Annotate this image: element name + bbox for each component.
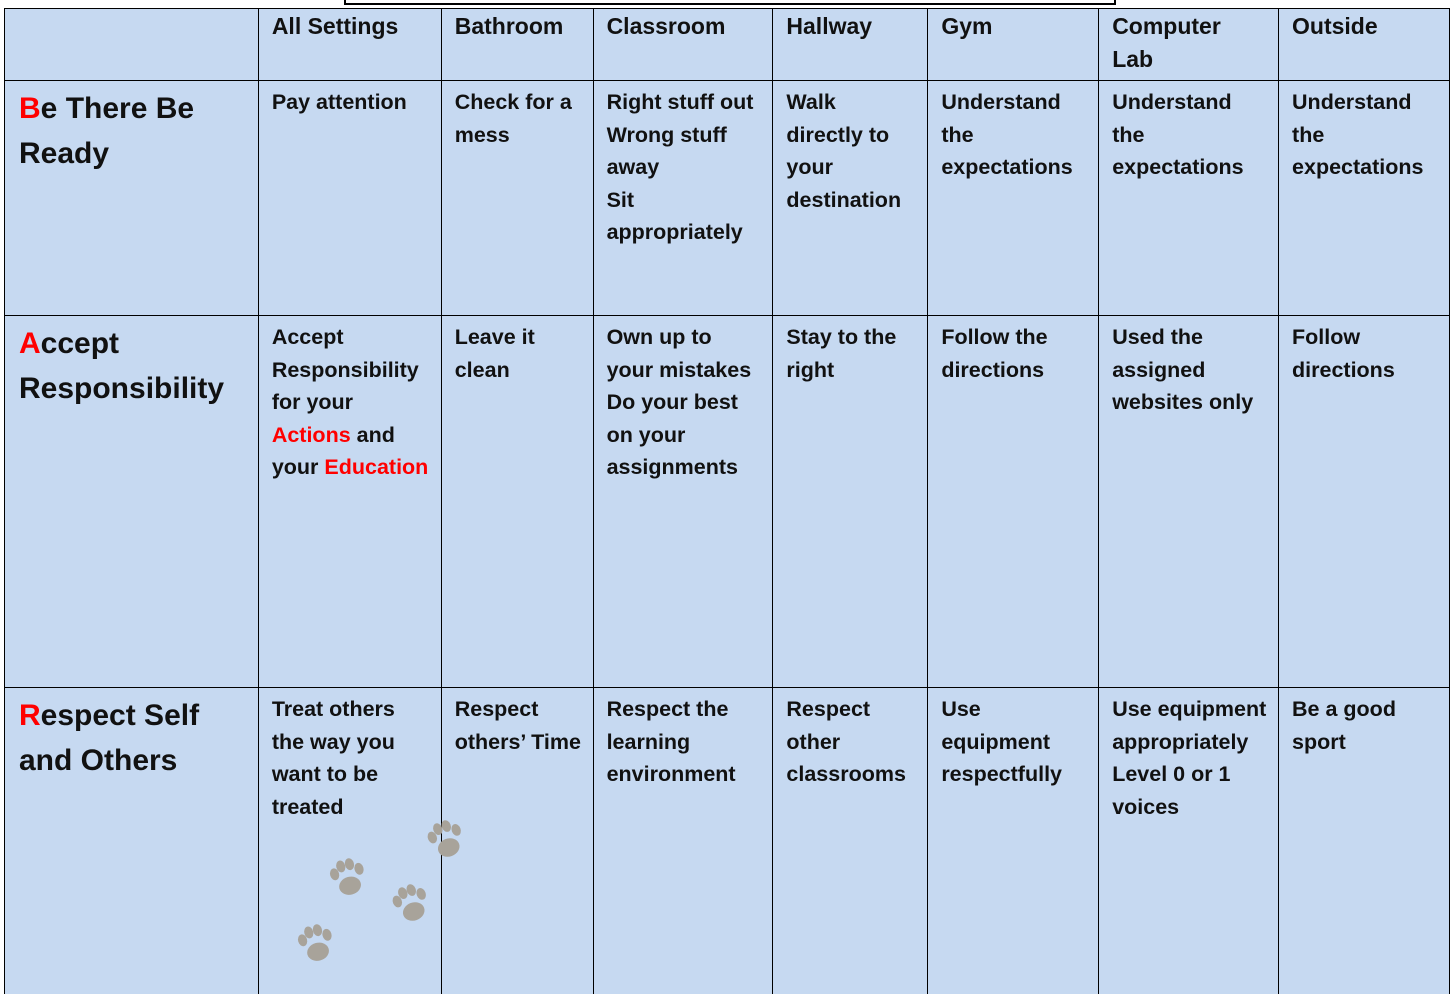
cell-line: Own up to your mistakes [606,325,752,382]
cell-text: Accept Responsibility for your [271,325,419,414]
col-header-all-settings: All Settings [258,9,441,81]
col-header-classroom: Classroom [593,9,773,81]
cell-line: Level 0 or 1 voices [1112,762,1231,819]
row-header-respect-self-and-others [5,688,259,994]
cell-computer-lab [1099,688,1279,994]
highlight-actions: Actions [271,422,351,447]
cell-text: and your [271,422,395,479]
cell-outside: Understand the expectations [1279,81,1450,316]
cell-classroom [593,316,773,688]
row-respect-self-and-others [5,688,1450,994]
cell-gym: Follow the directions [928,316,1099,688]
row-title: e There Be Ready [19,92,195,170]
col-header-gym: Gym [928,9,1099,81]
row-title: ccept Responsibility [19,327,225,405]
row-initial: R [19,699,41,732]
cell-line: Do your best on your assignments [606,390,738,479]
col-header-hallway: Hallway [773,9,928,81]
cell-hallway: Respect other classrooms [773,688,928,994]
cell-hallway: Walk directly to your destination [773,81,928,316]
cell-bathroom: Check for a mess [441,81,593,316]
cell-all-settings: Treat others the way you want to be treated [258,688,441,994]
cell-line: Right stuff out [606,90,754,114]
col-header-outside: Outside [1279,9,1450,81]
cell-computer-lab: Used the assigned websites only [1099,316,1279,688]
cell-gym: Understand the expectations [928,81,1099,316]
cell-classroom [593,81,773,316]
cell-bathroom: Leave it clean [441,316,593,688]
row-header-be-there-be-ready [5,81,259,316]
row-title: espect Self and Others [19,699,200,777]
row-initial: B [19,92,41,125]
corner-cell [5,9,259,81]
row-accept-responsibility [5,316,1450,688]
cell-computer-lab: Understand the expectations [1099,81,1279,316]
highlight-education: Education [324,455,429,479]
cell-line: Sit appropriately [606,187,743,244]
cell-all-settings [258,316,441,688]
cell-gym: Use equipment respectfully [928,688,1099,994]
cell-outside: Be a good sport [1279,688,1450,994]
cell-line: Wrong stuff away [606,122,727,179]
cell-all-settings: Pay attention [258,81,441,316]
row-header-accept-responsibility [5,316,259,688]
cell-line: Use equipment appropriately [1112,697,1267,754]
row-be-there-be-ready [5,81,1450,316]
expectations-matrix [4,8,1450,994]
col-header-bathroom: Bathroom [441,9,593,81]
cell-bathroom: Respect others’ Time [441,688,593,994]
cell-hallway: Stay to the right [773,316,928,688]
cell-classroom: Respect the learning environment [593,688,773,994]
row-initial: A [19,327,41,360]
header-row [5,9,1450,81]
col-header-computer-lab: Computer Lab [1099,9,1279,81]
cell-outside: Follow directions [1279,316,1450,688]
title-frame-edge [344,0,1116,5]
